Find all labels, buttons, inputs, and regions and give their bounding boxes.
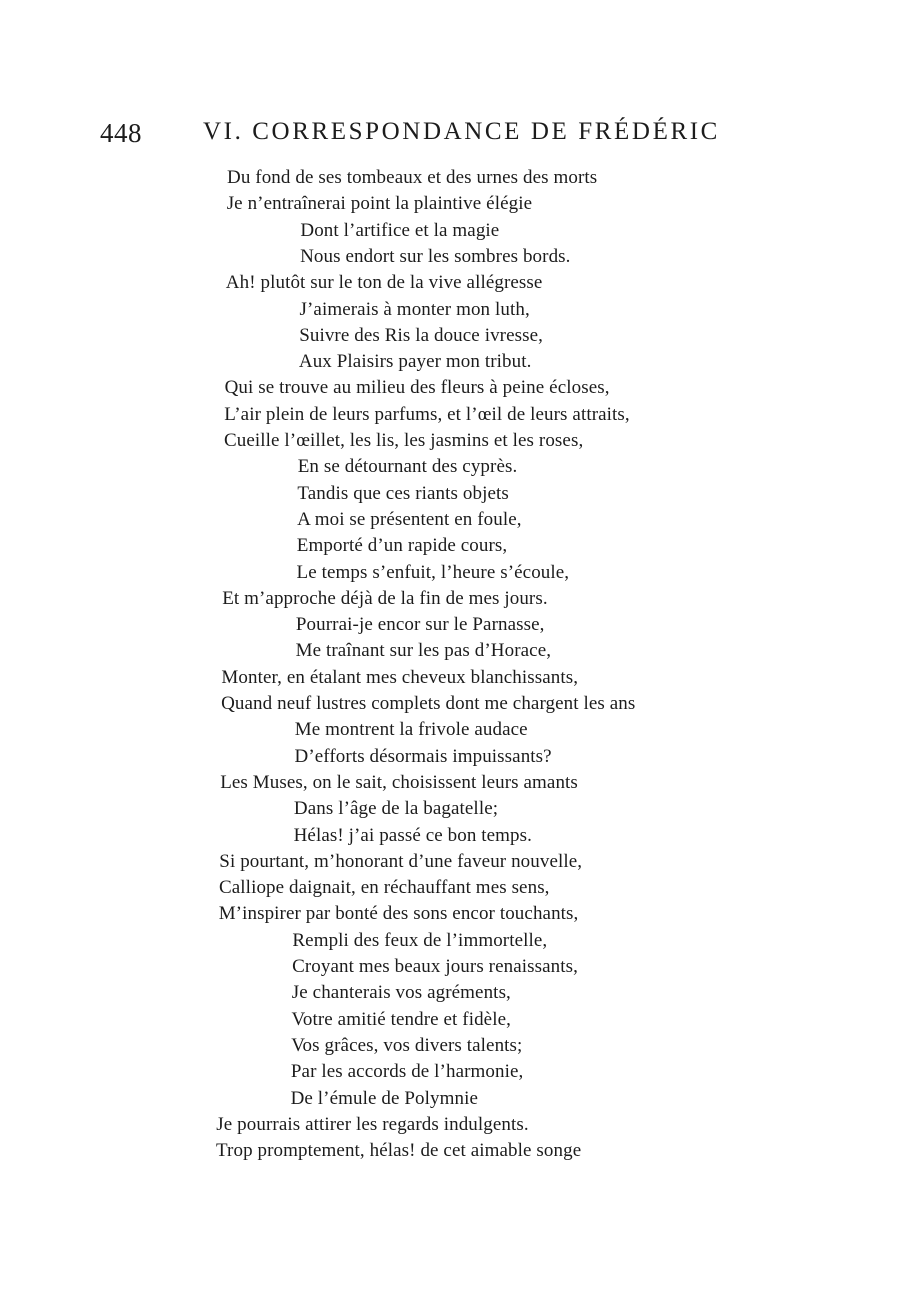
poem-line-indented: J’aimerais à monter mon luth, — [299, 298, 530, 320]
poem-line: Trop promptement, hélas! de cet aimable songe — [216, 1140, 582, 1162]
poem-line-indented: Suivre des Ris la douce ivresse, — [299, 324, 544, 346]
poem-line-indented: Me traînant sur les pas d’Horace, — [295, 640, 552, 662]
poem-line: Monter, en étalant mes cheveux blanchissants, — [221, 666, 579, 688]
poem-line-indented: Tandis que ces riants objets — [297, 482, 509, 504]
poem-line-indented: Aux Plaisirs payer mon tribut. — [298, 351, 532, 373]
poem-line: Calliope daignait, en réchauffant mes sens, — [219, 877, 550, 899]
poem-line-indented: En se détournant des cyprès. — [297, 456, 518, 478]
poem-line: Qui se trouve au milieu des fleurs à peine écloses, — [224, 377, 610, 399]
poem-line: Je n’entraînerai point la plaintive élégie — [226, 193, 533, 215]
poem-line-indented: De l’émule de Polymnie — [290, 1087, 478, 1109]
running-title: VI. CORRESPONDANCE DE FRÉDÉRIC — [203, 118, 720, 145]
poem-line: Du fond de ses tombeaux et des urnes des morts — [227, 167, 598, 188]
poem-line-indented: Dont l’artifice et la magie — [300, 219, 500, 241]
poem-line: Si pourtant, m’honorant d’une faveur nouvelle, — [219, 850, 583, 872]
poem-line-indented: Vos grâces, vos divers talents; — [291, 1034, 523, 1056]
poem-line-indented: Rempli des feux de l’immortelle, — [292, 929, 548, 951]
poem-line-indented: Par les accords de l’harmonie, — [290, 1061, 524, 1083]
poem-line: Cueille l’œillet, les lis, les jasmins et les roses, — [224, 430, 584, 451]
poem-line-indented: Je chanterais vos agréments, — [291, 982, 511, 1004]
poem-line-indented: A moi se présentent en foule, — [297, 508, 522, 530]
poem-line-indented: Hélas! j’ai passé ce bon temps. — [293, 824, 533, 846]
poem-line-indented: Me montrent la frivole audace — [294, 719, 528, 741]
poem-line-indented: D’efforts désormais impuissants? — [294, 745, 552, 767]
poem-line: L’air plein de leurs parfums, et l’œil de leurs attraits, — [224, 403, 630, 425]
poem-line-indented: Nous endort sur les sombres bords. — [300, 245, 571, 267]
poem-line: Et m’approche déjà de la fin de mes jours. — [222, 587, 548, 609]
poem-line: Ah! plutôt sur le ton de la vive allégresse — [225, 272, 543, 294]
poem-line: Je pourrais attirer les regards indulgents. — [216, 1113, 529, 1135]
poem-line: M’inspirer par bonté des sons encor touchants, — [218, 903, 579, 925]
poem-line: Quand neuf lustres complets dont me chargent les ans — [221, 693, 636, 714]
poem-line: Les Muses, on le sait, choisissent leurs amants — [220, 771, 578, 793]
poem-line-indented: Pourrai-je encor sur le Parnasse, — [295, 614, 545, 636]
page-header — [0, 118, 900, 152]
poem-line-indented: Le temps s’enfuit, l’heure s’écoule, — [296, 561, 570, 583]
poem-line-indented: Dans l’âge de la bagatelle; — [293, 798, 499, 820]
poem-line-indented: Emporté d’un rapide cours, — [296, 535, 508, 557]
page-number: 448 — [100, 118, 142, 148]
poem-line-indented: Croyant mes beaux jours renaissants, — [292, 956, 578, 977]
poem-line-indented: Votre amitié tendre et fidèle, — [291, 1008, 511, 1030]
